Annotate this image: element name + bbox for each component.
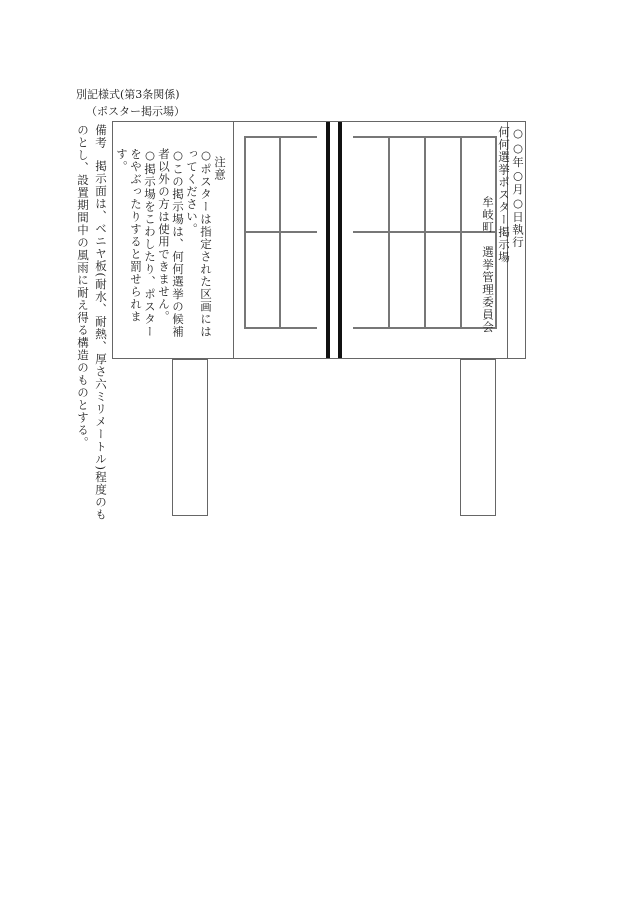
remarks-line-1: 掲示面は、ベニヤ板(耐水、耐熱、厚さ六ミリメートル)程度のも <box>94 160 108 521</box>
left-post <box>172 359 208 516</box>
remarks-line-2: のとし、設置期間中の風雨に耐え得る構造のものとする。 <box>76 124 90 449</box>
notice-heading: 注意 <box>213 156 227 181</box>
poster-board <box>112 121 526 359</box>
notice-line-3: ○この掲示場は、何何選挙の候補 <box>171 148 185 338</box>
form-subtitle: （ポスター掲示場） <box>86 105 185 118</box>
notice-line-5: ○掲示場をこわしたり、ポスター <box>143 148 157 338</box>
notice-panel-divider <box>233 122 234 358</box>
issuer: 牟岐町 選挙管理委員会 <box>481 196 495 334</box>
remarks-heading: 備考 <box>94 124 108 149</box>
notice-line-1: ○ポスターは指定された区画には <box>199 148 213 338</box>
center-divider-right <box>338 122 342 358</box>
notice-line-2: ってください。 <box>185 148 199 236</box>
right-post <box>460 359 496 516</box>
center-divider-left <box>326 122 330 358</box>
board-name: 何何選挙ポスター掲示場 <box>497 126 511 264</box>
notice-line-4: 者以外の方は使用できません。 <box>157 148 171 323</box>
election-date: ○○年○月○日執行 <box>511 126 525 249</box>
notice-line-6: をやぶったりすると罰せられま <box>129 148 143 323</box>
form-title: 別記様式(第3条関係) <box>76 88 180 101</box>
notice-line-7: す。 <box>115 148 129 173</box>
